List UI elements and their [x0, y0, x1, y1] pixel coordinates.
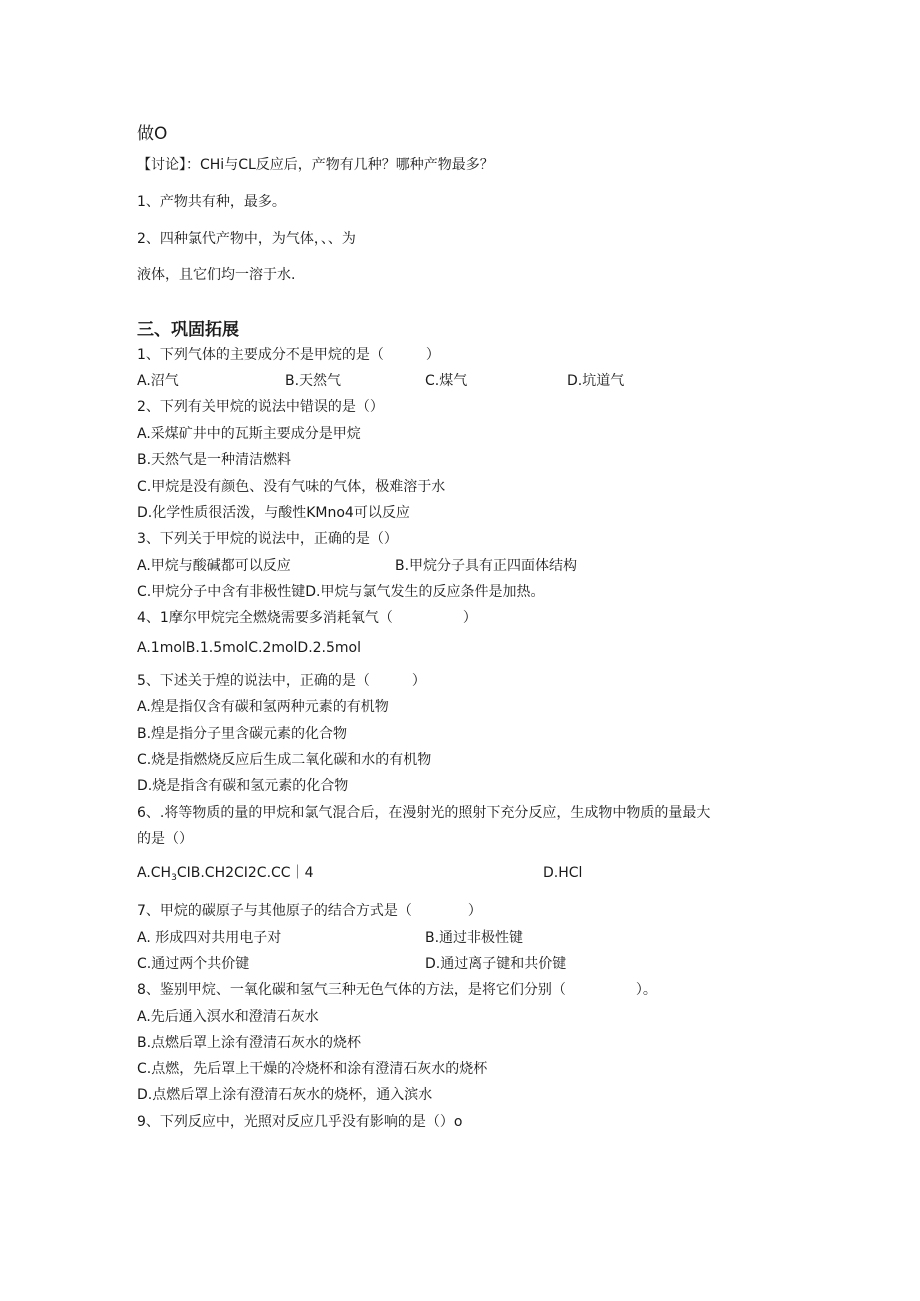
question-5-option-d: D.烧是指含有碳和氢元素的化合物 — [137, 778, 349, 794]
question-1-option-b: B.天然气 — [285, 373, 342, 389]
question-7-stem: 7、甲烷的碳原子与其他原子的结合方式是（ ） — [137, 903, 482, 919]
discussion-prompt: 【讨论】：CHi与CL反应后，产物有几种？哪种产物最多？ — [137, 157, 494, 173]
question-4-options: A.1molB.1.5molC.2molD.2.5mol — [137, 640, 362, 656]
discussion-line-2: 2、四种氯代产物中，为气体，、、为 — [137, 231, 356, 247]
question-5-option-b: B.煌是指分子里含碳元素的化合物 — [137, 726, 348, 742]
question-1-option-c: C.煤气 — [425, 373, 468, 389]
question-2-option-d: D.化学性质很活泼，与酸性KMno4可以反应 — [137, 505, 410, 521]
header-line: 做O — [137, 124, 168, 144]
option-a-formula: A.CH — [137, 865, 172, 881]
question-1-option-d: D.坑道气 — [567, 373, 625, 389]
question-6-option-d: D.HCl — [543, 865, 583, 881]
question-8-option-c: C.点燃，先后罩上干燥的冷烧杯和涂有澄清石灰水的烧杯 — [137, 1061, 488, 1077]
question-3-option-cd: C.甲烷分子中含有非极性键D.甲烷与氯气发生的反应条件是加热。 — [137, 584, 545, 600]
question-6-stem-continued: 的是（） — [137, 831, 193, 847]
question-5-option-a: A.煌是指仅含有碳和氢两种元素的有机物 — [137, 699, 389, 715]
question-5-stem: 5、下述关于煌的说法中，正确的是（ ） — [137, 673, 426, 689]
question-3-option-a: A.甲烷与酸碱都可以反应 — [137, 558, 291, 574]
question-7-option-b: B.通过非极性键 — [425, 930, 524, 946]
question-6-stem: 6、.将等物质的量的甲烷和氯气混合后，在漫射光的照射下充分反应，生成物中物质的量最大 — [137, 805, 711, 821]
question-8-option-d: D.点燃后罩上涂有澄清石灰水的烧杯，通入滨水 — [137, 1087, 433, 1103]
question-8-option-b: B.点燃后罩上涂有澄清石灰水的烧杯 — [137, 1035, 362, 1051]
question-5-option-c: C.烧是指燃烧反应后生成二氧化碳和水的有机物 — [137, 752, 432, 768]
discussion-line-1: 1、产物共有种，最多。 — [137, 194, 286, 210]
question-2-stem: 2、下列有关甲烷的说法中错误的是（） — [137, 399, 384, 415]
question-7-option-d: D.通过离子键和共价键 — [425, 956, 567, 972]
question-8-option-a: A.先后通入溟水和澄清石灰水 — [137, 1009, 319, 1025]
question-3-stem: 3、下列关于甲烷的说法中，正确的是（） — [137, 531, 398, 547]
question-3-option-b: B.甲烷分子具有正四面体结构 — [395, 558, 578, 574]
question-6-options-abc — [137, 865, 314, 883]
question-1-option-a: A.沼气 — [137, 373, 179, 389]
question-2-option-a: A.采煤矿井中的瓦斯主要成分是甲烷 — [137, 426, 361, 442]
question-9-stem: 9、下列反应中，光照对反应几乎没有影响的是（）o — [137, 1114, 463, 1130]
question-8-stem: 8、鉴别甲烷、一氧化碳和氢气三种无色气体的方法，是将它们分别（ ）。 — [137, 982, 657, 998]
question-1-stem: 1、下列气体的主要成分不是甲烷的是（ ） — [137, 347, 440, 363]
option-bc-text: CIB.CH2CI2C.CC｜4 — [176, 865, 314, 881]
question-7-option-a: A. 形成四对共用电子对 — [137, 930, 282, 946]
question-2-option-c: C.甲烷是没有颜色、没有气味的气体，极难溶于水 — [137, 479, 446, 495]
section-title: 三、巩固拓展 — [137, 320, 239, 340]
discussion-line-3: 液体，且它们均一溶于水. — [137, 267, 296, 283]
question-4-stem: 4、1摩尔甲烷完全燃烧需要多消耗氧气（ ） — [137, 610, 477, 626]
option-a-subscript: 3 — [171, 873, 177, 883]
question-7-option-c: C.通过两个共价键 — [137, 956, 250, 972]
question-2-option-b: B.天然气是一种清洁燃料 — [137, 452, 292, 468]
